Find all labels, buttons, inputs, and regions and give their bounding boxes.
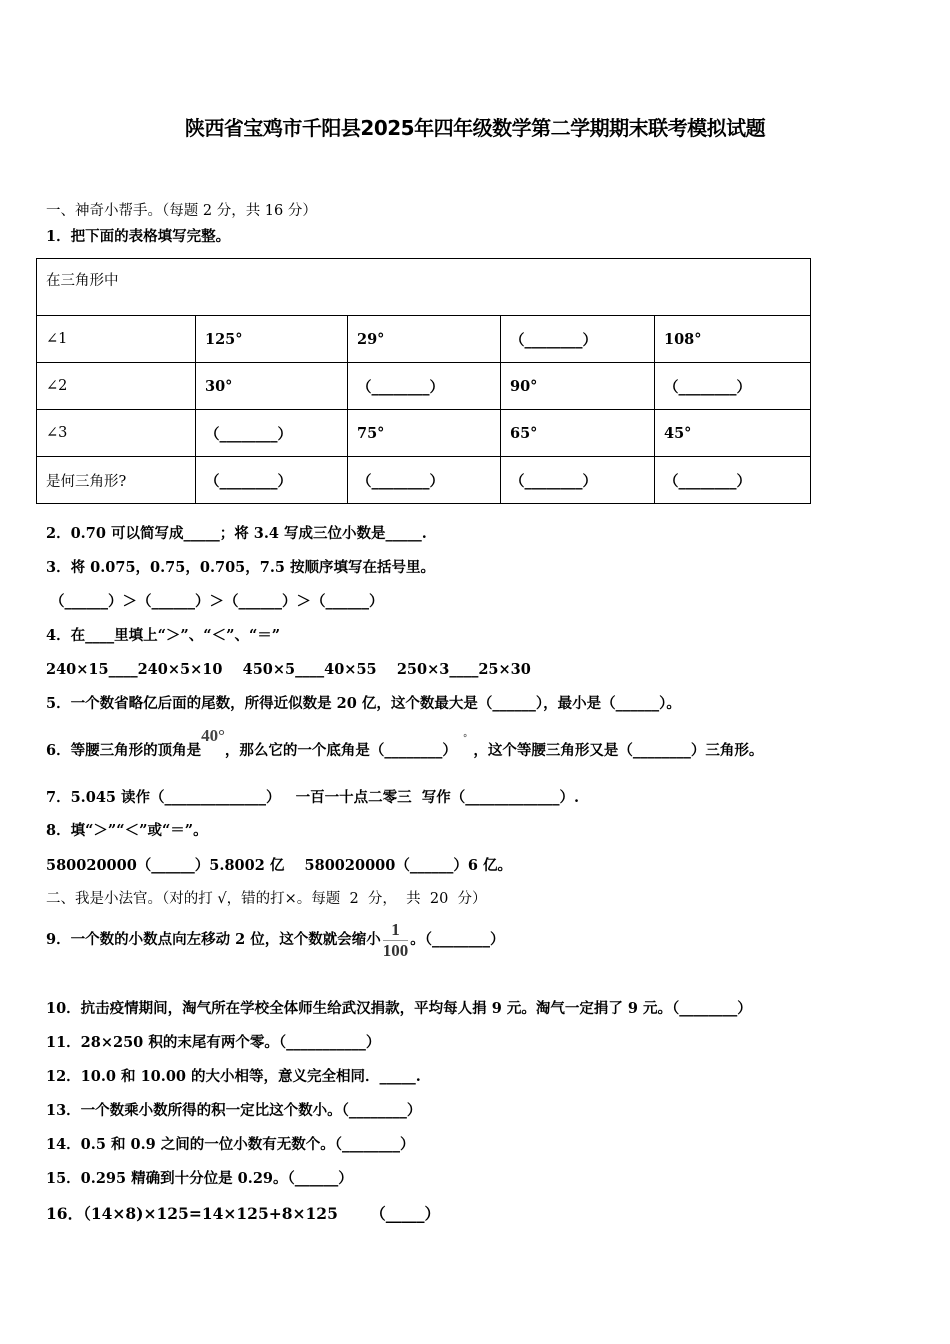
table-cell: 45° [655, 410, 811, 457]
degree-mark: ° [462, 734, 468, 744]
table-cell: ∠1 [37, 316, 196, 363]
question-11: 11．28×250 积的末尾有两个零。（___________） [46, 1034, 381, 1051]
q9-text-b: 。（________） [410, 931, 505, 948]
triangle-angle-table [36, 258, 811, 504]
answer-blank[interactable]: （________） [196, 410, 348, 457]
question-9 [46, 918, 505, 962]
table-cell: 65° [501, 410, 655, 457]
table-header: 在三角形中 [37, 259, 811, 316]
question-4: 4．在____里填上“＞”、“＜”、“＝” [46, 627, 281, 644]
table-cell: 90° [501, 363, 655, 410]
question-13: 13．一个数乘小数所得的积一定比这个数小。（________） [46, 1102, 422, 1119]
answer-blank[interactable]: （________） [501, 316, 655, 363]
answer-blank[interactable]: （________） [348, 457, 501, 504]
table-row [37, 316, 811, 363]
answer-blank[interactable]: （________） [655, 363, 811, 410]
question-7: 7．5.045 读作（______________） 一百一十点二零三 写作（_____________）. [46, 789, 580, 806]
section-2-heading: 二、我是小法官。（对的打 √，错的打×。每题 2 分， 共 20 分） [46, 891, 487, 907]
question-8-items: 580020000（______）5.8002 亿 580020000（______）6 亿。 [46, 857, 512, 874]
question-10: 10．抗击疫情期间，淘气所在学校全体师生给武汉捐款，平均每人捐 9 元。淘气一定捐了 9 元。（________） [46, 1000, 752, 1017]
table-cell: 75° [348, 410, 501, 457]
fraction [383, 920, 409, 961]
table-cell: 是何三角形? [37, 457, 196, 504]
table-row [37, 410, 811, 457]
answer-blank[interactable]: （________） [501, 457, 655, 504]
question-5: 5．一个数省略亿后面的尾数，所得近似数是 20 亿，这个数最大是（______），最小是（______）。 [46, 695, 681, 712]
question-4-items: 240×15____240×5×10 450×5____40×55 250×3____25×30 [46, 661, 531, 678]
question-16: 16．（14×8)×125=14×125+8×125 （_____） [46, 1204, 440, 1223]
question-8: 8．填“＞”“＜”或“＝”。 [46, 822, 208, 839]
q6-text-a: 6．等腰三角形的顶角是 [46, 742, 202, 759]
table-cell: 29° [348, 316, 501, 363]
question-14: 14．0.5 和 0.9 之间的一位小数有无数个。（________） [46, 1136, 415, 1153]
table-cell: 125° [196, 316, 348, 363]
answer-blank[interactable]: （________） [196, 457, 348, 504]
question-15: 15．0.295 精确到十分位是 0.29。（______） [46, 1170, 353, 1187]
vertex-angle: 40° [201, 726, 225, 745]
answer-blank[interactable]: （________） [348, 363, 501, 410]
fraction-numerator: 1 [383, 920, 409, 941]
table-cell: 108° [655, 316, 811, 363]
table-row [37, 363, 811, 410]
question-12: 12．10.0 和 10.00 的大小相等，意义完全相同．_____. [46, 1068, 421, 1085]
question-2: 2．0.70 可以简写成_____；将 3.4 写成三位小数是_____. [46, 525, 427, 542]
q6-text-b: ，那么它的一个底角是（________） [224, 742, 457, 759]
q9-text-a: 9．一个数的小数点向左移动 2 位，这个数就会缩小 [46, 931, 381, 948]
page-title: 陕西省宝鸡市千阳县2025年四年级数学第二学期期末联考模拟试题 [184, 116, 766, 140]
table-cell: ∠2 [37, 363, 196, 410]
answer-blank[interactable]: （________） [655, 457, 811, 504]
question-1: 1．把下面的表格填写完整。 [46, 228, 231, 245]
table-row [37, 457, 811, 504]
table-cell: ∠3 [37, 410, 196, 457]
table-cell: 30° [196, 363, 348, 410]
question-3: 3．将 0.075，0.75，0.705，7.5 按顺序填写在括号里。 [46, 559, 436, 576]
question-6 [46, 726, 764, 763]
fraction-denominator: 100 [382, 940, 409, 960]
question-3-blanks: （______）＞（______）＞（______）＞（______） [50, 593, 384, 610]
q6-text-c: ，这个等腰三角形又是（________）三角形。 [473, 742, 764, 759]
section-1-heading: 一、神奇小帮手。（每题 2 分，共 16 分） [46, 203, 317, 219]
